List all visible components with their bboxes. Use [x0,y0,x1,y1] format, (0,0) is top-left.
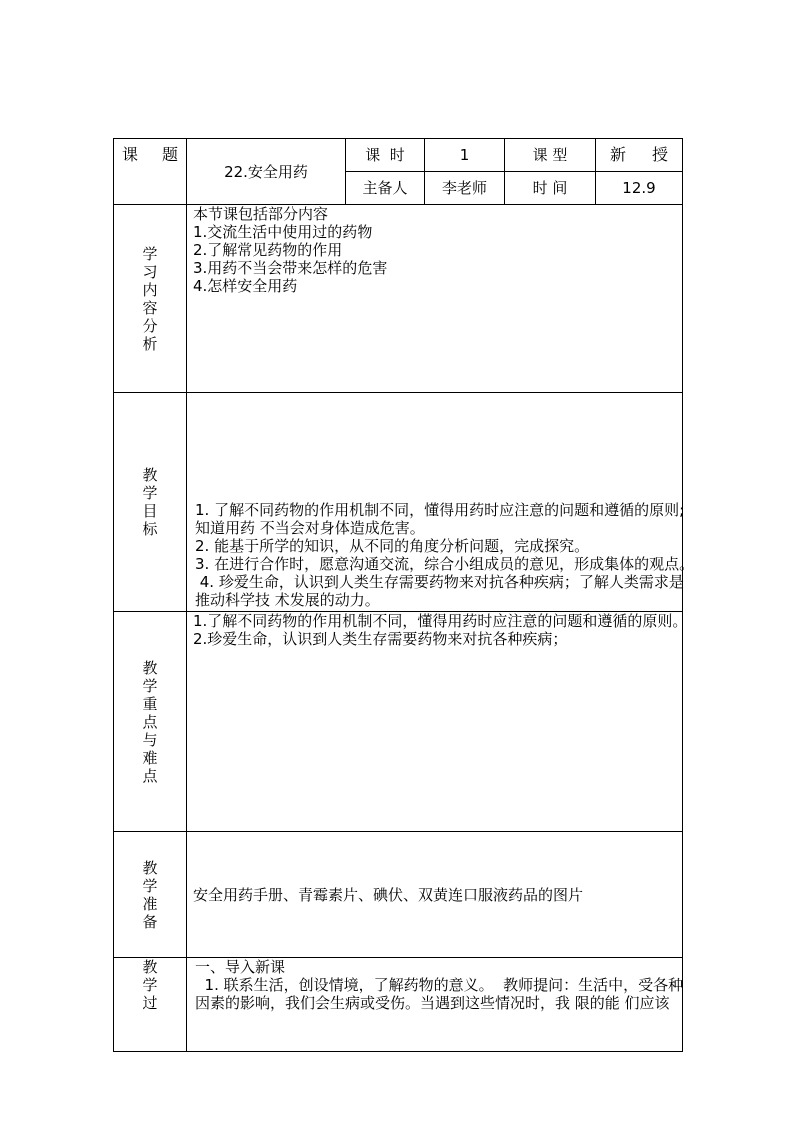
label-char: 内 [142,280,158,299]
label-char: 与 [142,730,158,749]
goals-row [114,393,683,612]
label-char: 学 [142,876,158,895]
key-points-body [187,612,688,832]
preparation-label [114,832,187,958]
label-char: 难 [142,748,158,767]
header-row-1 [114,139,683,172]
content-line: 本节课包括部分内容 [193,205,329,223]
type-label-cell [505,139,596,172]
hours-value: 1 [459,146,470,164]
type-value-char-2: 授 [651,145,668,165]
label-char: 学 [142,676,158,695]
label-char: 备 [142,912,158,931]
preparer-label: 主备人 [362,179,408,197]
label-char: 学 [142,976,158,994]
key-points-row [114,612,683,832]
lesson-plan-table [113,138,695,1052]
preparation-body [187,832,683,958]
label-char: 点 [142,712,158,731]
type-label: 课 型 [532,146,568,164]
key-point-line: 1.了解不同药物的作用机制不同，懂得用药时应注意的问题和遵循的原则。 [193,612,688,630]
label-char: 目 [142,502,158,520]
goal-line: 3. 在进行合作时，愿意沟通交流，综合小组成员的意见，形成集体的观点。 [195,555,695,573]
content-line: 1.交流生活中使用过的药物 [193,223,373,241]
time-value-cell [596,172,683,205]
goals-body [187,393,695,612]
hours-label: 课 时 [365,146,405,164]
goal-line: 2. 能基于所学的知识，从不同的角度分析问题，完成探究。 [195,537,590,555]
goal-line: 推动科学技 术发展的动力。 [195,591,380,609]
label-char: 析 [142,334,158,353]
goal-line: 4. 珍爱生命，认识到人类生存需要药物来对抗各种疾病；了解人类需求是 [195,573,684,591]
label-char: 标 [142,520,158,538]
label-char: 过 [142,994,158,1012]
content-analysis-body [187,205,683,393]
content-line: 3.用药不当会带来怎样的危害 [193,259,388,277]
label-char: 重 [142,694,158,713]
label-char: 准 [142,894,158,913]
type-value-cell [596,139,683,172]
label-char: 教 [142,858,158,877]
label-char: 点 [142,766,158,785]
goals-label [114,393,187,612]
label-char: 学 [142,244,158,263]
preparer-value: 李老师 [441,179,487,197]
goal-line: 1. 了解不同药物的作用机制不同，懂得用药时应注意的问题和遵循的原则; [195,501,685,519]
preparation-text: 安全用药手册、青霉素片、碘伏、双黄连口服液药品的图片 [193,885,584,904]
key-points-label [114,612,187,832]
time-label: 时 间 [532,179,568,197]
type-value-char-1: 新 [610,145,627,165]
time-value: 12.9 [622,179,656,197]
content-line: 2.了解常见药物的作用 [193,241,343,259]
goal-line: 知道用药 不当会对身体造成危害。 [195,519,425,537]
preparer-label-cell [346,172,425,205]
label-char: 分 [142,316,158,335]
label-char: 教 [142,658,158,677]
topic-label-char-1: 课 [122,145,139,164]
preparation-row [114,832,683,958]
topic-value-cell [187,139,346,205]
process-line: 因素的影响，我们会生病或受伤。当遇到这些情况时，我 限的能 们应该 [195,994,670,1012]
content-line: 4.怎样安全用药 [193,277,298,295]
content-analysis-label [114,205,187,393]
label-char: 学 [142,484,158,502]
label-char: 容 [142,298,158,317]
topic-label-char-2: 题 [161,145,178,164]
process-line: 1. 联系生活，创设情境，了解药物的意义。 教师提问：生活中，受各种 [195,976,684,994]
label-char: 习 [142,262,158,281]
label-char: 教 [142,466,158,484]
hours-label-cell [346,139,425,172]
time-label-cell [505,172,596,205]
topic-value: 22.安全用药 [224,162,308,181]
preparer-value-cell [425,172,505,205]
process-row [114,958,683,1052]
process-body [187,958,683,1052]
process-label [114,958,187,1052]
process-line: 一、导入新课 [195,958,286,976]
key-point-line: 2.珍爱生命，认识到人类生存需要药物来对抗各种疾病； [193,630,568,648]
topic-label-cell [114,139,187,205]
hours-value-cell [425,139,505,172]
label-char: 教 [142,958,158,976]
content-analysis-row [114,205,683,393]
